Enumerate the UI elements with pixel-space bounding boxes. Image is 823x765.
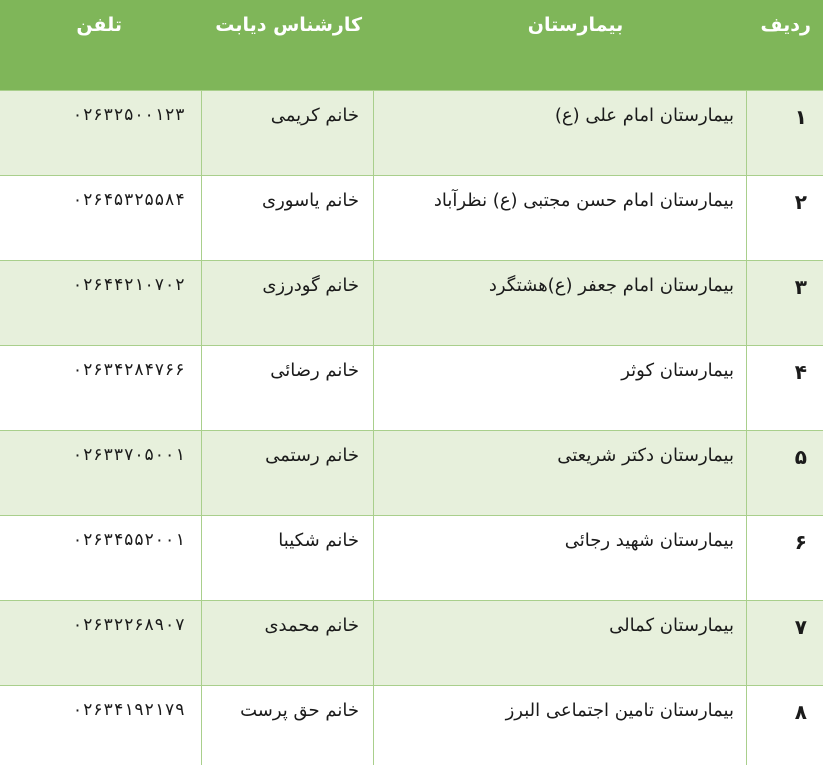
table-row — [0, 345, 823, 431]
table-header — [0, 0, 823, 90]
hospital-name: بیمارستان شهید رجائی — [374, 516, 747, 601]
hospital-name: بیمارستان امام علی (ع) — [374, 91, 747, 176]
row-number: ۵ — [794, 445, 807, 469]
phone-number: ۰۲۶۴۵۳۲۵۵۸۴ — [0, 176, 202, 261]
expert-name: خانم محمدی — [202, 601, 374, 686]
phone-number: ۰۲۶۴۴۲۱۰۷۰۲ — [0, 261, 202, 346]
table-row — [0, 600, 823, 686]
expert-name: خانم حق پرست — [202, 686, 374, 765]
row-number: ۸ — [794, 700, 807, 724]
row-number: ۷ — [794, 615, 807, 639]
hospital-name: بیمارستان کمالی — [374, 601, 747, 686]
phone-number: ۰۲۶۳۲۲۶۸۹۰۷ — [0, 601, 202, 686]
row-number: ۶ — [794, 530, 807, 554]
hospital-name: بیمارستان امام جعفر (ع)هشتگرد — [374, 261, 747, 346]
expert-name: خانم گودرزی — [202, 261, 374, 346]
expert-name: خانم شکیبا — [202, 516, 374, 601]
phone-number: ۰۲۶۳۴۵۵۲۰۰۱ — [0, 516, 202, 601]
row-number: ۱ — [794, 105, 807, 129]
expert-name: خانم رضائی — [202, 346, 374, 431]
expert-name: خانم یاسوری — [202, 176, 374, 261]
hospital-name: بیمارستان کوثر — [374, 346, 747, 431]
table-row — [0, 175, 823, 261]
row-number: ۳ — [794, 275, 807, 299]
hospital-name: بیمارستان دکتر شریعتی — [374, 431, 747, 516]
table-row — [0, 685, 823, 765]
table-row — [0, 260, 823, 346]
phone-number: ۰۲۶۳۴۱۹۲۱۷۹ — [0, 686, 202, 765]
header-row-number: ردیف — [760, 14, 811, 36]
table-row — [0, 515, 823, 601]
table-row — [0, 430, 823, 516]
phone-number: ۰۲۶۳۲۵۰۰۱۲۳ — [0, 91, 202, 176]
row-number: ۲ — [794, 190, 807, 214]
hospital-name: بیمارستان تامین اجتماعی البرز — [374, 686, 747, 765]
expert-name: خانم رستمی — [202, 431, 374, 516]
header-hospital: بیمارستان — [527, 14, 624, 36]
phone-number: ۰۲۶۳۴۲۸۴۷۶۶ — [0, 346, 202, 431]
row-number: ۴ — [794, 360, 807, 384]
expert-name: خانم کریمی — [202, 91, 374, 176]
hospital-name: بیمارستان امام حسن مجتبی (ع) نظرآباد — [374, 176, 747, 261]
table-row — [0, 90, 823, 176]
header-phone: تلفن — [76, 14, 122, 36]
header-expert: کارشناس دیابت — [215, 14, 362, 36]
phone-number: ۰۲۶۳۳۷۰۵۰۰۱ — [0, 431, 202, 516]
